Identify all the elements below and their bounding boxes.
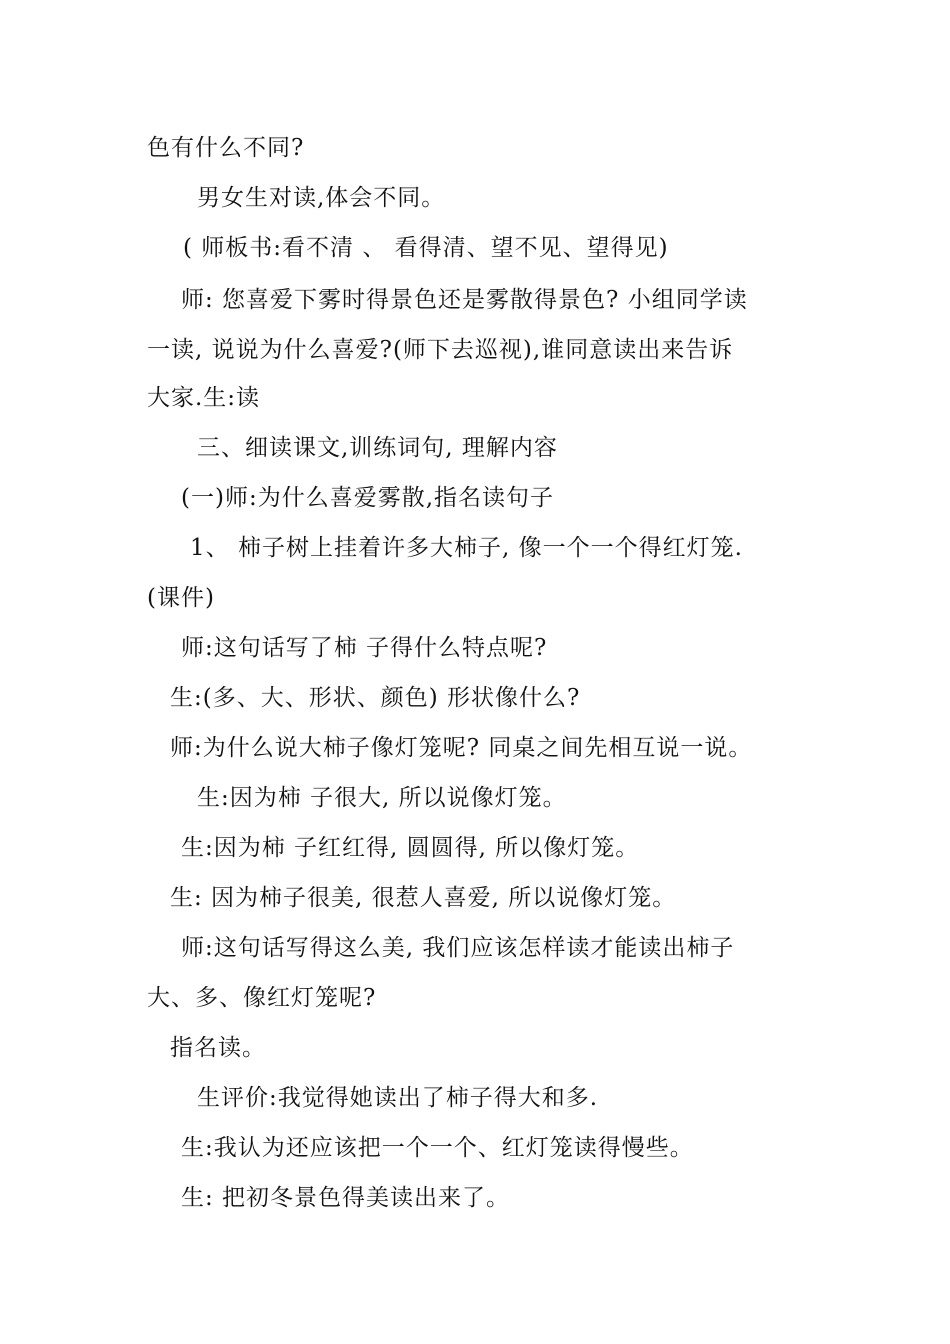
text-line: 大家.生:读: [147, 385, 261, 411]
text-line: 师:这句话写了柿 子得什么特点呢?: [181, 635, 548, 661]
text-line: 生: 因为柿子很美, 很惹人喜爱, 所以说像灯笼。: [170, 885, 677, 911]
text-line: 生:因为柿 子红红得, 圆圆得, 所以像灯笼。: [181, 835, 640, 861]
text-line: 师:这句话写得这么美, 我们应该怎样读才能读出柿子: [181, 935, 735, 961]
text-line: ( 师板书:看不清 、 看得清、望不见、望得见): [183, 235, 669, 261]
text-line: 指名读。: [170, 1035, 266, 1061]
section-heading: 三、细读课文,训练词句, 理解内容: [197, 435, 558, 461]
text-line: 1、 柿子树上挂着许多大柿子, 像一个一个得红灯笼.: [190, 535, 743, 561]
text-line: 一读, 说说为什么喜爱?(师下去巡视),谁同意读出来告诉: [147, 337, 734, 363]
text-line: 生:(多、大、形状、颜色) 形状像什么?: [170, 685, 581, 711]
text-line: 生评价:我觉得她读出了柿子得大和多.: [197, 1085, 599, 1111]
text-line: (课件): [147, 585, 215, 611]
text-line: 师:为什么说大柿子像灯笼呢? 同桌之间先相互说一说。: [170, 735, 753, 761]
text-line: 生: 把初冬景色得美读出来了。: [181, 1185, 511, 1211]
text-line: 师: 您喜爱下雾时得景色还是雾散得景色? 小组同学读: [181, 287, 748, 313]
text-line: 生:我认为还应该把一个一个、红灯笼读得慢些。: [181, 1135, 694, 1161]
text-line: 男女生对读,体会不同。: [197, 185, 446, 211]
text-line: 色有什么不同?: [147, 135, 305, 161]
text-line: 大、多、像红灯笼呢?: [147, 985, 377, 1011]
text-line: 生:因为柿 子很大, 所以说像灯笼。: [197, 785, 567, 811]
text-line: (一)师:为什么喜爱雾散,指名读句子: [181, 485, 555, 511]
